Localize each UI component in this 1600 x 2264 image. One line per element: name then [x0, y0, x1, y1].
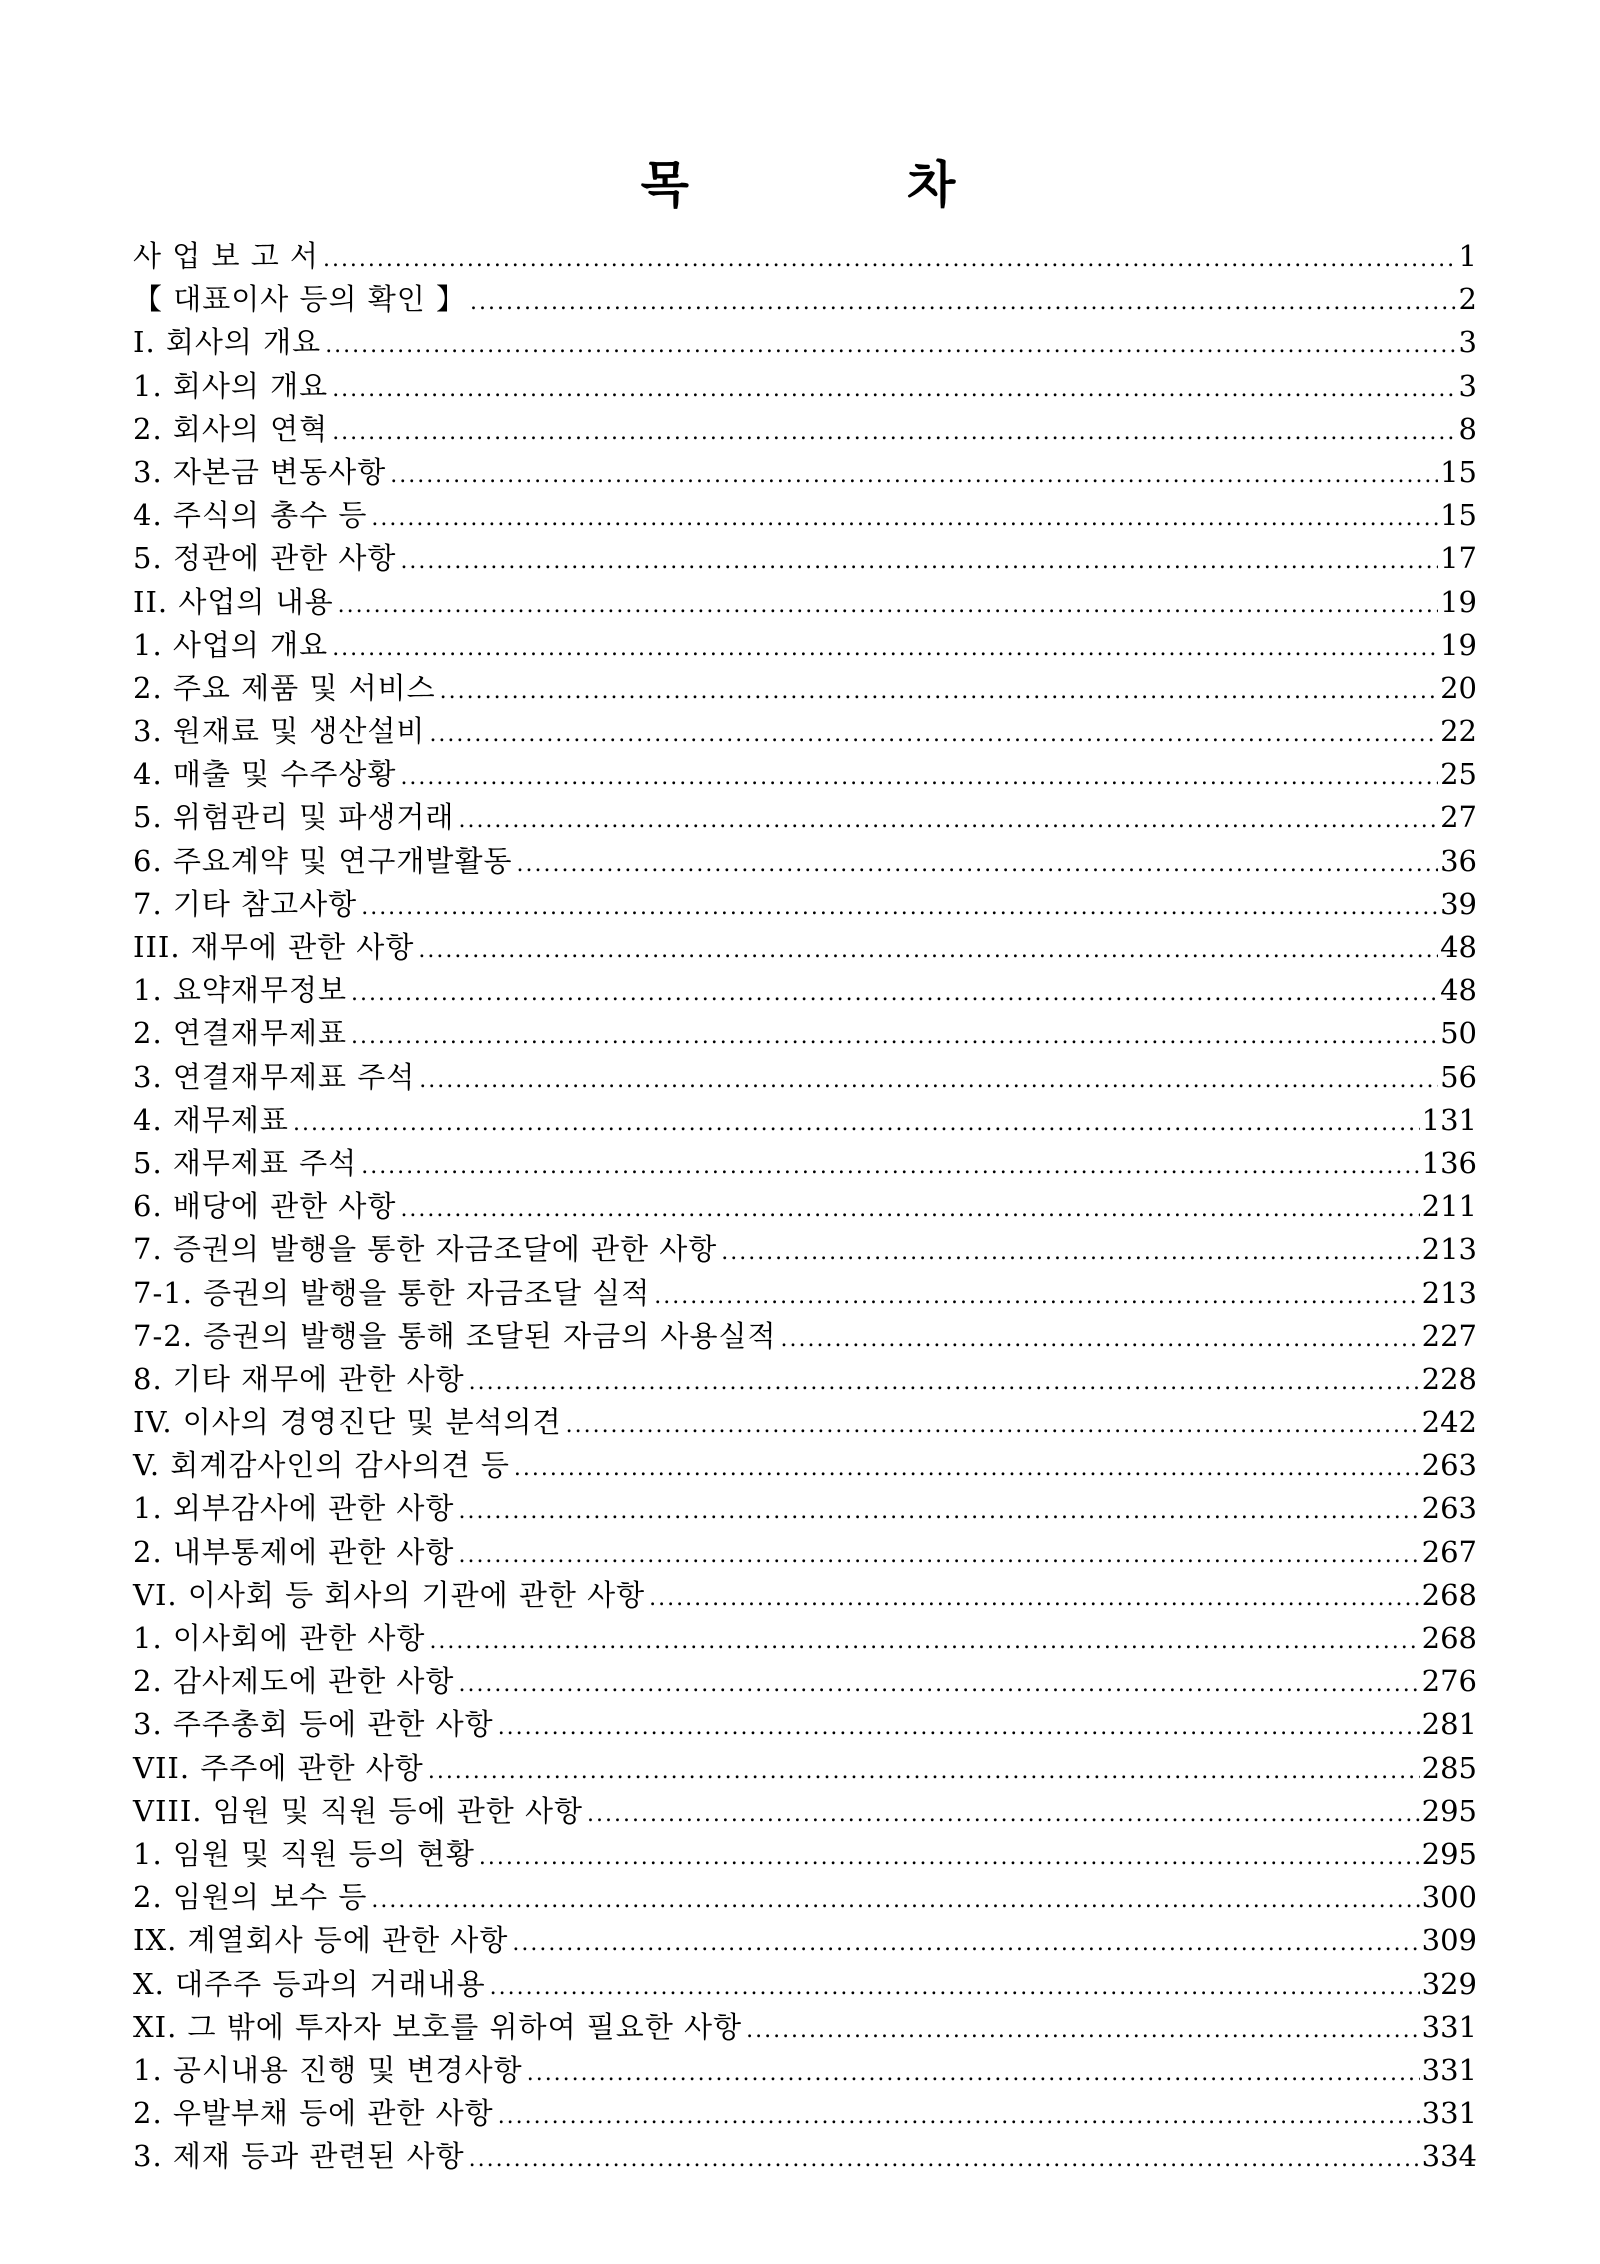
toc-entry-label: 5. 재무제표 주석	[133, 1145, 358, 1180]
toc-entry-page-number: 228	[1421, 1361, 1477, 1396]
toc-entry[interactable]	[133, 1487, 1477, 1530]
toc-entry-page-number: 56	[1440, 1059, 1477, 1094]
toc-dot-leader	[323, 238, 1457, 281]
toc-dot-leader	[654, 1275, 1419, 1318]
toc-dot-leader	[458, 799, 1438, 842]
toc-dot-leader	[428, 1750, 1420, 1793]
toc-entry-label: 4. 주식의 총수 등	[133, 498, 368, 533]
toc-entry-page-number: 268	[1421, 1577, 1477, 1612]
toc-dot-leader	[498, 2095, 1420, 2138]
toc-entry-label: 3. 주주총회 등에 관한 사항	[133, 1707, 494, 1742]
toc-entry-label: 7. 기타 참고사항	[133, 886, 358, 921]
toc-entry-page-number: 22	[1440, 714, 1477, 749]
toc-entry[interactable]	[133, 1444, 1477, 1487]
toc-dot-leader	[371, 1879, 1419, 1922]
toc-entry-page-number: 39	[1440, 886, 1477, 921]
toc-dot-leader	[587, 1793, 1420, 1836]
toc-entry-page-number: 27	[1440, 800, 1477, 835]
toc-entry[interactable]	[133, 1790, 1477, 1833]
toc-entry-label: 2. 주요 제품 및 서비스	[133, 670, 436, 705]
toc-dot-leader	[400, 756, 1438, 799]
toc-entry-page-number: 295	[1421, 1836, 1477, 1871]
toc-dot-leader	[371, 497, 1438, 540]
page-title: 목 차	[640, 155, 960, 214]
toc-dot-leader	[746, 2009, 1420, 2052]
toc-dot-leader	[332, 627, 1438, 670]
toc-dot-leader	[527, 2052, 1420, 2095]
toc-entry-page-number: 331	[1421, 2009, 1477, 2044]
toc-entry[interactable]	[133, 624, 1477, 667]
toc-entry[interactable]	[133, 1531, 1477, 1574]
toc-entry-page-number: 268	[1421, 1621, 1477, 1655]
toc-entry-page-number: 19	[1440, 584, 1477, 619]
toc-dot-leader	[514, 1447, 1420, 1490]
toc-entry[interactable]	[133, 581, 1477, 624]
toc-entry[interactable]	[133, 1876, 1477, 1919]
toc-entry-label: I. 회사의 개요	[133, 325, 322, 360]
toc-entry[interactable]	[133, 2006, 1477, 2049]
toc-entry-label: 1. 이사회에 관한 사항	[133, 1621, 426, 1655]
toc-entry-page-number: 276	[1421, 1664, 1477, 1699]
toc-entry-label: 7. 증권의 발행을 통한 자금조달에 관한 사항	[133, 1232, 718, 1267]
toc-entry-label: XI. 그 밖에 투자자 보호를 위하여 필요한 사항	[133, 2009, 743, 2044]
toc-entry-page-number: 136	[1421, 1145, 1477, 1180]
toc-entry-page-number: 1	[1458, 239, 1477, 273]
toc-entry-label: 【 대표이사 등의 확인 】	[133, 282, 466, 317]
toc-entry[interactable]	[133, 2135, 1477, 2178]
toc-entry[interactable]	[133, 1012, 1477, 1055]
toc-entry[interactable]	[133, 883, 1477, 926]
toc-dot-leader	[516, 843, 1438, 886]
toc-entry[interactable]	[133, 667, 1477, 710]
toc-entry-label: 3. 원재료 및 생산설비	[133, 714, 426, 749]
toc-entry[interactable]	[133, 1919, 1477, 1962]
toc-entry[interactable]	[133, 1099, 1477, 1142]
toc-dot-leader	[338, 584, 1438, 627]
toc-entry[interactable]	[133, 1617, 1477, 1660]
toc-dot-leader	[490, 1966, 1420, 2009]
toc-dot-leader	[400, 1188, 1419, 1231]
toc-entry[interactable]	[133, 1142, 1477, 1185]
toc-entry-label: 6. 배당에 관한 사항	[133, 1189, 397, 1224]
toc-entry[interactable]	[133, 1228, 1477, 1271]
toc-entry[interactable]	[133, 1272, 1477, 1315]
toc-dot-leader	[498, 1706, 1420, 1749]
toc-entry-label: 7-2. 증권의 발행을 통해 조달된 자금의 사용실적	[133, 1318, 777, 1353]
toc-entry[interactable]	[133, 2092, 1477, 2135]
toc-entry[interactable]	[133, 1660, 1477, 1703]
toc-entry-page-number: 263	[1421, 1448, 1477, 1483]
toc-entry-page-number: 329	[1421, 1966, 1477, 2001]
toc-entry-page-number: 15	[1440, 498, 1477, 533]
toc-entry-label: 5. 위험관리 및 파생거래	[133, 800, 455, 835]
toc-dot-leader	[419, 1059, 1438, 1102]
toc-entry-label: 4. 매출 및 수주상황	[133, 757, 397, 792]
toc-entry[interactable]	[133, 1703, 1477, 1746]
toc-entry-page-number: 213	[1421, 1232, 1477, 1267]
toc-entry-label: IV. 이사의 경영진단 및 분석의견	[133, 1405, 562, 1440]
toc-entry-page-number: 131	[1421, 1102, 1477, 1137]
toc-entry-label: 6. 주요계약 및 연구개발활동	[133, 843, 513, 878]
toc-dot-leader	[361, 886, 1438, 929]
toc-entry-label: 2. 연결재무제표	[133, 1016, 347, 1051]
toc-dot-leader	[400, 540, 1438, 583]
toc-entry-page-number: 19	[1440, 627, 1477, 662]
toc-entry[interactable]	[133, 926, 1477, 969]
toc-entry-page-number: 15	[1440, 454, 1477, 489]
toc-entry-page-number: 3	[1458, 325, 1477, 360]
toc-entry-label: VI. 이사회 등 회사의 기관에 관한 사항	[133, 1577, 646, 1612]
toc-entry-page-number: 334	[1421, 2139, 1477, 2174]
toc-entry-page-number: 267	[1421, 1534, 1477, 1569]
toc-entry-page-number: 8	[1458, 411, 1477, 446]
toc-dot-leader	[325, 324, 1456, 367]
toc-entry[interactable]	[133, 451, 1477, 494]
toc-entry-page-number: 48	[1440, 930, 1477, 964]
toc-entry-label: 4. 재무제표	[133, 1102, 289, 1137]
toc-entry[interactable]	[133, 2049, 1477, 2092]
toc-entry[interactable]	[133, 1833, 1477, 1876]
toc-entry[interactable]	[133, 494, 1477, 537]
toc-entry-page-number: 309	[1421, 1923, 1477, 1958]
toc-entry[interactable]	[133, 1574, 1477, 1617]
toc-entry-label: II. 사업의 내용	[133, 584, 334, 619]
toc-entry[interactable]	[133, 1747, 1477, 1790]
toc-entry[interactable]	[133, 796, 1477, 839]
toc-entry[interactable]	[133, 278, 1477, 321]
toc-dot-leader	[390, 454, 1438, 497]
toc-entry-label: VII. 주주에 관한 사항	[133, 1750, 424, 1785]
toc-entry-label: 1. 요약재무정보	[133, 973, 347, 1008]
toc-entry-page-number: 285	[1421, 1750, 1477, 1785]
toc-entry-page-number: 331	[1421, 2052, 1477, 2087]
toc-entry-page-number: 211	[1421, 1189, 1477, 1224]
toc-dot-leader	[418, 929, 1438, 972]
toc-entry-page-number: 281	[1421, 1707, 1477, 1742]
toc-entry[interactable]	[133, 753, 1477, 796]
toc-entry[interactable]	[133, 1963, 1477, 2006]
toc-entry-page-number: 50	[1440, 1016, 1477, 1051]
toc-entry[interactable]	[133, 235, 1477, 278]
toc-entry-page-number: 263	[1421, 1491, 1477, 1526]
toc-entry[interactable]	[133, 969, 1477, 1012]
toc-dot-leader	[361, 1145, 1419, 1188]
toc-entry-label: 2. 회사의 연혁	[133, 411, 329, 446]
toc-entry-label: 사 업 보 고 서	[133, 239, 319, 273]
toc-entry[interactable]	[133, 1315, 1477, 1358]
toc-entry[interactable]	[133, 1401, 1477, 1444]
toc-dot-leader	[469, 2138, 1420, 2181]
toc-entry-label: IX. 계열회사 등에 관한 사항	[133, 1923, 509, 1958]
toc-dot-leader	[332, 368, 1456, 411]
toc-entry-page-number: 242	[1421, 1405, 1477, 1440]
toc-dot-leader	[351, 1015, 1438, 1058]
toc-dot-leader	[332, 411, 1456, 454]
toc-dot-leader	[470, 281, 1457, 324]
toc-entry-label: 3. 제재 등과 관련된 사항	[133, 2139, 465, 2174]
toc-entry-label: 2. 우발부채 등에 관한 사항	[133, 2096, 494, 2131]
toc-dot-leader	[469, 1361, 1420, 1404]
toc-entry-page-number: 2	[1458, 282, 1477, 317]
toc-entry-page-number: 25	[1440, 757, 1477, 792]
toc-dot-leader	[429, 1620, 1419, 1663]
toc-dot-leader	[293, 1102, 1420, 1145]
toc-dot-leader	[429, 713, 1438, 756]
toc-entry-page-number: 48	[1440, 973, 1477, 1008]
toc-entry-label: 2. 감사제도에 관한 사항	[133, 1664, 455, 1699]
toc-dot-leader	[721, 1231, 1419, 1274]
toc-entry-label: 1. 사업의 개요	[133, 627, 329, 662]
toc-dot-leader	[440, 670, 1438, 713]
toc-dot-leader	[458, 1490, 1419, 1533]
toc-dot-leader	[566, 1404, 1420, 1447]
toc-entry-label: 1. 회사의 개요	[133, 368, 329, 403]
toc-entry[interactable]	[133, 1358, 1477, 1401]
toc-entry-label: 1. 공시내용 진행 및 변경사항	[133, 2052, 523, 2087]
toc-entry-page-number: 300	[1421, 1880, 1477, 1915]
toc-dot-leader	[512, 1922, 1419, 1965]
toc-entry-label: III. 재무에 관한 사항	[133, 930, 415, 964]
toc-entry[interactable]	[133, 537, 1477, 580]
toc-entry[interactable]	[133, 408, 1477, 451]
toc-entry[interactable]	[133, 840, 1477, 883]
toc-entry[interactable]	[133, 1056, 1477, 1099]
toc-entry[interactable]	[133, 321, 1477, 364]
toc-entry-label: V. 회계감사인의 감사의견 등	[133, 1448, 510, 1483]
toc-entry[interactable]	[133, 1185, 1477, 1228]
table-of-contents	[133, 235, 1477, 2178]
toc-dot-leader	[458, 1663, 1419, 1706]
toc-entry-page-number: 295	[1421, 1793, 1477, 1828]
toc-entry-page-number: 227	[1421, 1318, 1477, 1353]
toc-entry-label: 2. 임원의 보수 등	[133, 1880, 368, 1915]
toc-entry-label: X. 대주주 등과의 거래내용	[133, 1966, 486, 2001]
toc-entry-page-number: 213	[1421, 1275, 1477, 1310]
toc-entry-label: 1. 임원 및 직원 등의 현황	[133, 1836, 475, 1871]
toc-entry-page-number: 3	[1458, 368, 1477, 403]
toc-dot-leader	[780, 1318, 1419, 1361]
toc-entry-page-number: 331	[1421, 2096, 1477, 2131]
toc-entry-label: VIII. 임원 및 직원 등에 관한 사항	[133, 1793, 583, 1828]
toc-entry[interactable]	[133, 365, 1477, 408]
toc-entry[interactable]	[133, 710, 1477, 753]
toc-entry-label: 3. 자본금 변동사항	[133, 454, 387, 489]
toc-entry-page-number: 36	[1440, 843, 1477, 878]
toc-entry-label: 7-1. 증권의 발행을 통한 자금조달 실적	[133, 1275, 651, 1310]
toc-entry-label: 5. 정관에 관한 사항	[133, 541, 397, 576]
toc-dot-leader	[458, 1534, 1419, 1577]
toc-entry-label: 2. 내부통제에 관한 사항	[133, 1534, 455, 1569]
toc-entry-page-number: 17	[1440, 541, 1477, 576]
toc-dot-leader	[351, 972, 1438, 1015]
toc-entry-page-number: 20	[1440, 670, 1477, 705]
toc-entry-label: 8. 기타 재무에 관한 사항	[133, 1361, 465, 1396]
toc-entry-label: 3. 연결재무제표 주석	[133, 1059, 416, 1094]
toc-entry-label: 1. 외부감사에 관한 사항	[133, 1491, 455, 1526]
toc-dot-leader	[479, 1836, 1420, 1879]
toc-dot-leader	[649, 1577, 1420, 1620]
